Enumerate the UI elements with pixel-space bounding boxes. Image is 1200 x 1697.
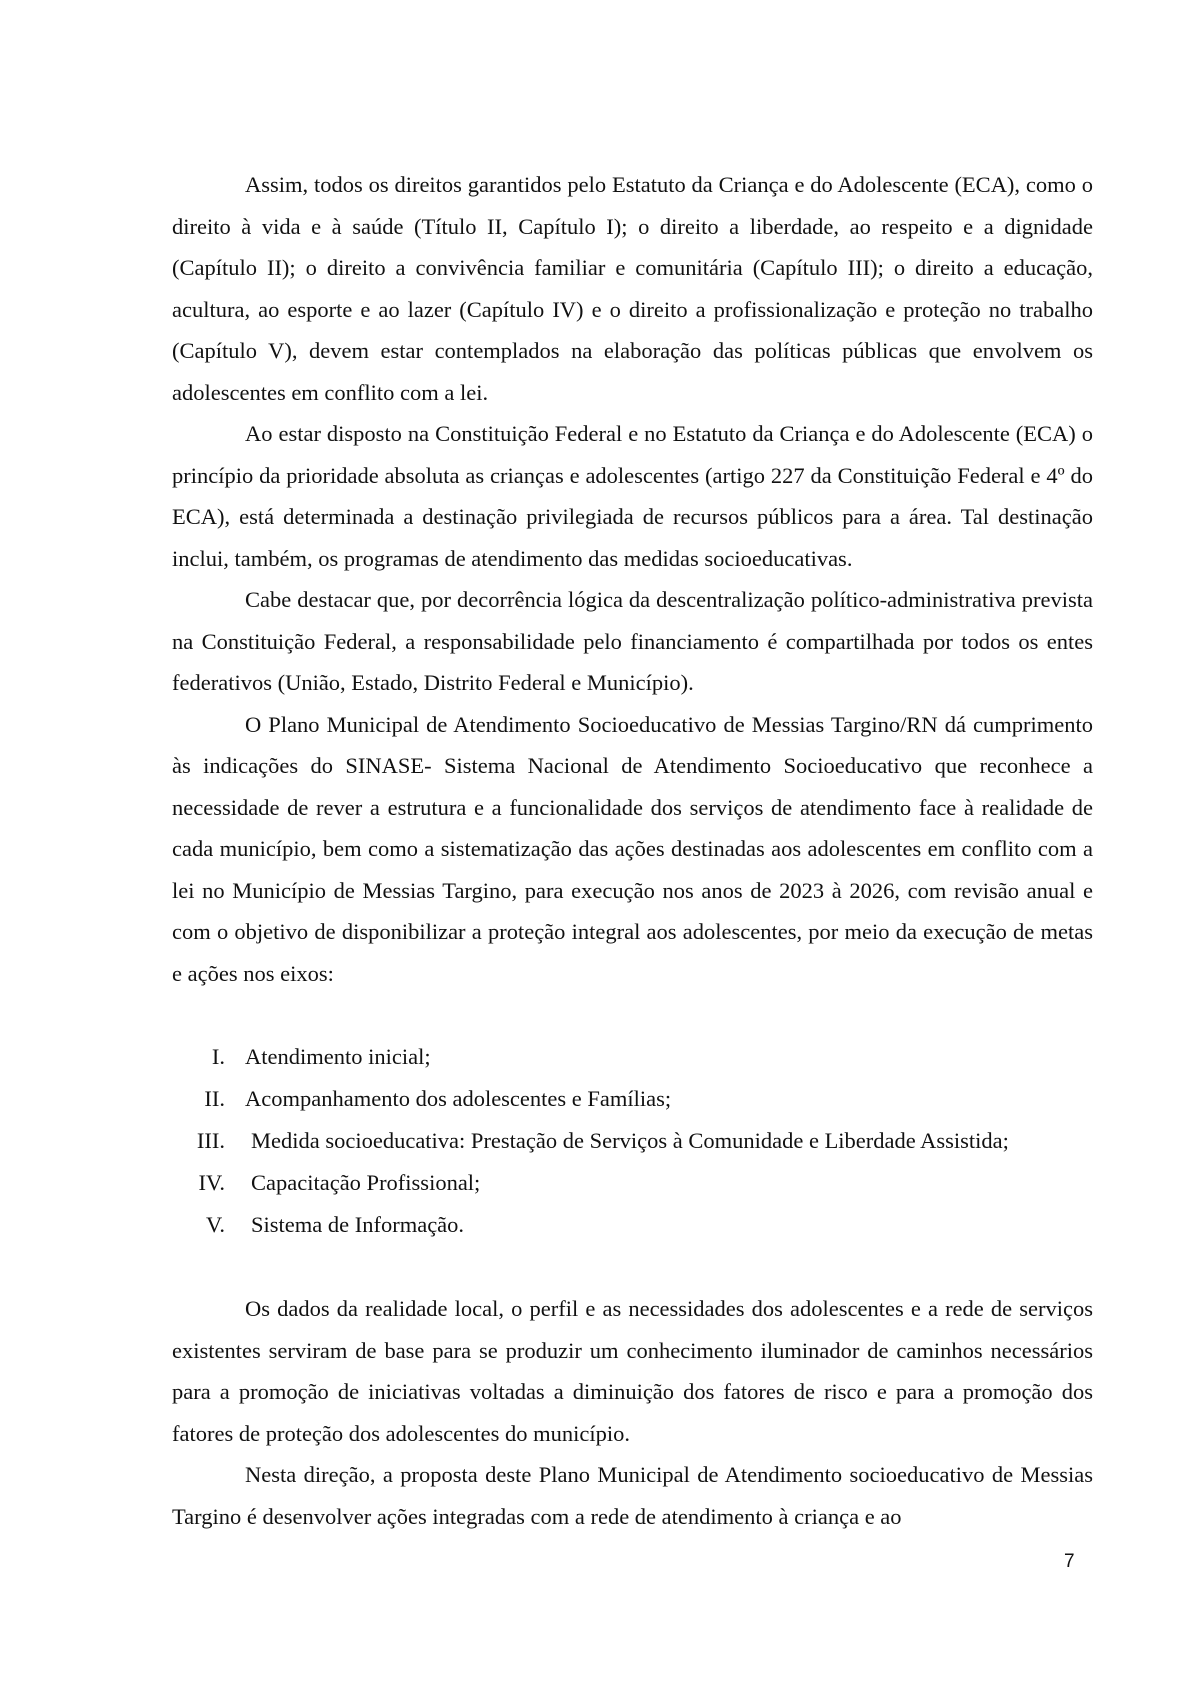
- list-item-text: Capacitação Profissional;: [251, 1170, 481, 1195]
- list-item: [172, 1162, 1093, 1204]
- page-body: [172, 164, 1093, 1537]
- list-item-text: Acompanhamento dos adolescentes e Famílias;: [245, 1086, 672, 1111]
- list-item: [172, 1036, 1093, 1078]
- list-item-numeral: II.: [204, 1086, 225, 1111]
- list-item-text: Sistema de Informação.: [251, 1212, 465, 1237]
- paragraph-eca-rights: Assim, todos os direitos garantidos pelo Estatuto da Criança e do Adolescente (ECA), como o direito à vida e à saúde (Título II, Capítulo I); o direito a liberdade, ao respeito e a dignidade (Capítulo II); o direito a convivência familiar e comunitária (Capítulo III); o direito a educação, acultura, ao esporte e ao lazer (Capítulo IV) e o direito a profissionalização e proteção no trabalho (Capítulo V), devem estar contemplados na elaboração das políticas públicas que envolvem os adolescentes em conflito com a lei.: [172, 172, 1093, 405]
- list-item: [172, 1120, 1093, 1162]
- list-item: [172, 1078, 1093, 1120]
- axes-list: [172, 1036, 1093, 1246]
- paragraph-financing: Cabe destacar que, por decorrência lógica da descentralização político-administrativa prevista na Constituição Federal, a responsabilidade pelo financiamento é compartilhada por todos os entes federativos (União, Estado, Distrito Federal e Município).: [172, 587, 1093, 695]
- paragraph-municipal-plan: O Plano Municipal de Atendimento Socioeducativo de Messias Targino/RN dá cumprimento às indicações do SINASE- Sistema Nacional de Atendimento Socioeducativo que reconhece a necessidade de rever a estrutura e a funcionalidade dos serviços de atendimento face à realidade de cada município, bem como a sistematização das ações destinadas aos adolescentes em conflito com a lei no Município de Messias Targino, para execução nos anos de 2023 à 2026, com revisão anual e com o objetivo de disponibilizar a proteção integral aos adolescentes, por meio da execução de metas e ações nos eixos:: [172, 711, 1093, 986]
- list-item-numeral: V.: [206, 1212, 225, 1237]
- list-item: [172, 1204, 1093, 1246]
- paragraph-direction: Nesta direção, a proposta deste Plano Municipal de Atendimento socioeducativo de Messias Targino é desenvolver ações integradas com a rede de atendimento à criança e ao: [172, 1462, 1093, 1529]
- list-item-numeral: III.: [196, 1128, 225, 1153]
- page-number: 7: [1064, 1551, 1075, 1572]
- list-item-numeral: IV.: [198, 1170, 225, 1195]
- paragraph-absolute-priority: Ao estar disposto na Constituição Federal e no Estatuto da Criança e do Adolescente (ECA) o princípio da prioridade absoluta as crianças e adolescentes (artigo 227 da Constituição Federal e 4º do ECA), está determinada a destinação privilegiada de recursos públicos para a área. Tal destinação inclui, também, os programas de atendimento das medidas socioeducativas.: [172, 421, 1093, 571]
- paragraph-local-reality: Os dados da realidade local, o perfil e as necessidades dos adolescentes e a rede de serviços existentes serviram de base para se produzir um conhecimento iluminador de caminhos necessários para a promoção de iniciativas voltadas a diminuição dos fatores de risco e para a promoção dos fatores de proteção dos adolescentes do município.: [172, 1296, 1093, 1446]
- list-item-text: Atendimento inicial;: [245, 1044, 431, 1069]
- list-item-numeral: I.: [211, 1044, 225, 1069]
- list-item-text: Medida socioeducativa: Prestação de Serviços à Comunidade e Liberdade Assistida;: [251, 1128, 1009, 1153]
